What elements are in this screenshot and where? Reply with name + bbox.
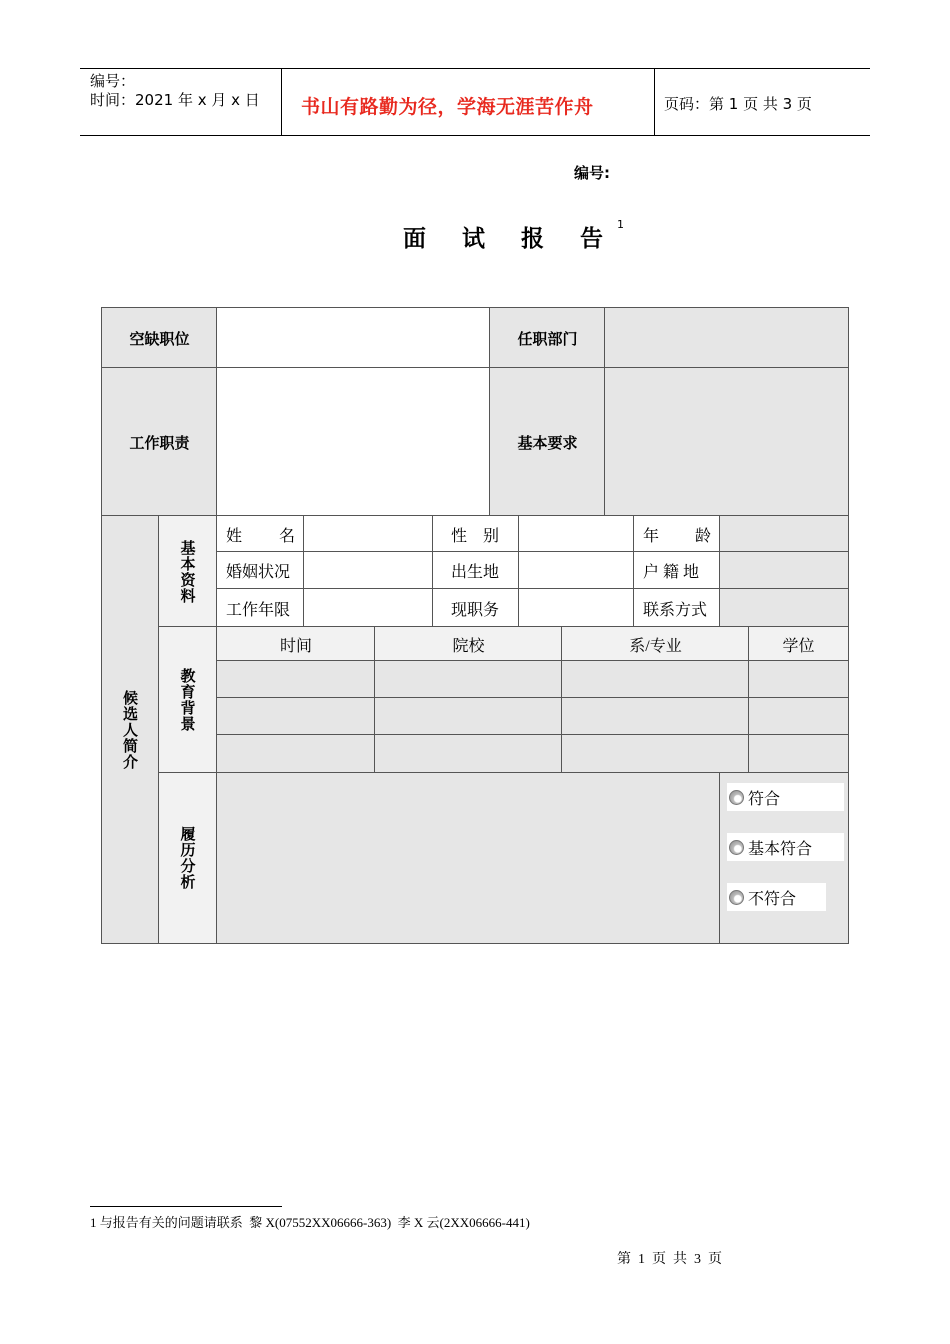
requirement-label: 基本要求 — [489, 367, 606, 517]
education-row-2-time[interactable] — [216, 697, 376, 736]
name-label-char-2: 名 — [278, 527, 295, 545]
resume-analysis-label — [158, 772, 218, 944]
hukou-input[interactable] — [719, 551, 849, 590]
header-motto: 书山有路勤为径，学海无涯苦作舟 — [301, 96, 594, 118]
duty-input[interactable] — [216, 367, 491, 517]
header-divider-right — [654, 68, 655, 136]
header-page-number: 页码：第 1 页 共 3 页 — [664, 95, 812, 113]
name-label-char-1: 姓 — [226, 527, 243, 545]
vacancy-input[interactable] — [216, 307, 491, 369]
marital-label: 婚姻状况 — [216, 551, 305, 590]
option-basic-match[interactable] — [727, 833, 844, 861]
candidate-section-label — [101, 515, 160, 944]
education-row-3-school[interactable] — [374, 734, 563, 774]
age-label-char-2: 龄 — [694, 527, 711, 545]
header-bottom-rule — [80, 135, 870, 136]
header-divider-left — [281, 68, 282, 136]
vacancy-label: 空缺职位 — [101, 307, 218, 369]
age-label — [633, 515, 721, 553]
education-header-degree: 学位 — [748, 626, 849, 662]
page-title — [403, 220, 624, 253]
gender-input[interactable] — [518, 515, 635, 553]
education-row-1-time[interactable] — [216, 660, 376, 699]
education-header-time: 时间 — [216, 626, 376, 662]
contact-label: 联系方式 — [633, 588, 721, 628]
age-input[interactable] — [719, 515, 849, 553]
age-label-char-1: 年 — [643, 527, 660, 545]
radio-icon[interactable] — [729, 890, 744, 905]
footer-page-number: 第 1 页 共 3 页 — [617, 1252, 722, 1267]
current-position-input[interactable] — [518, 588, 635, 628]
education-row-1-degree[interactable] — [748, 660, 849, 699]
education-row-3-degree[interactable] — [748, 734, 849, 774]
option-match[interactable] — [727, 783, 844, 811]
work-years-input[interactable] — [303, 588, 434, 628]
birthplace-label: 出生地 — [432, 551, 520, 590]
education-row-2-major[interactable] — [561, 697, 750, 736]
education-header-major: 系/专业 — [561, 626, 750, 662]
radio-icon[interactable] — [729, 840, 744, 855]
education-row-3-major[interactable] — [561, 734, 750, 774]
education-row-1-major[interactable] — [561, 660, 750, 699]
education-row-1-school[interactable] — [374, 660, 563, 699]
requirement-input[interactable] — [604, 367, 849, 517]
department-label: 任职部门 — [489, 307, 606, 369]
education-header-school: 院校 — [374, 626, 563, 662]
education-text: 教育背景 — [178, 668, 197, 732]
work-years-label: 工作年限 — [216, 588, 305, 628]
education-row-3-time[interactable] — [216, 734, 376, 774]
education-label — [158, 626, 218, 774]
option-basic-match-label: 基本符合 — [748, 840, 813, 858]
header-date: 时间：2021 年 x 月 x 日 — [90, 91, 260, 109]
radio-icon[interactable] — [729, 790, 744, 805]
option-no-match-label: 不符合 — [748, 890, 797, 908]
contact-input[interactable] — [719, 588, 849, 628]
duty-label: 工作职责 — [101, 367, 218, 517]
title-footnote-mark: 1 — [617, 218, 625, 231]
name-input[interactable] — [303, 515, 434, 553]
option-match-label: 符合 — [748, 790, 781, 808]
current-position-label: 现职务 — [432, 588, 520, 628]
resume-analysis-text: 履历分析 — [178, 826, 197, 890]
candidate-section-text: 候选人简介 — [121, 689, 139, 770]
name-label — [216, 515, 305, 553]
gender-label: 性 别 — [432, 515, 520, 553]
basic-info-text: 基本资料 — [178, 539, 197, 604]
resume-analysis-input[interactable] — [216, 772, 721, 944]
header-top-rule — [80, 68, 870, 69]
footnote-rule — [90, 1206, 282, 1207]
option-no-match[interactable] — [727, 883, 826, 911]
education-row-2-school[interactable] — [374, 697, 563, 736]
hukou-label: 户 籍 地 — [633, 551, 721, 590]
basic-info-label — [158, 515, 218, 628]
birthplace-input[interactable] — [518, 551, 635, 590]
education-row-2-degree[interactable] — [748, 697, 849, 736]
page-title-text: 面 试 报 告 — [403, 226, 618, 252]
document-number-label: 编号: — [574, 164, 610, 182]
department-input[interactable] — [604, 307, 849, 369]
marital-input[interactable] — [303, 551, 434, 590]
footnote-text: 1 与报告有关的问题请联系 黎 X(07552XX06666-363) 李 X 云(2XX06666-441) — [90, 1215, 530, 1230]
header-serial-label: 编号： — [90, 72, 136, 90]
